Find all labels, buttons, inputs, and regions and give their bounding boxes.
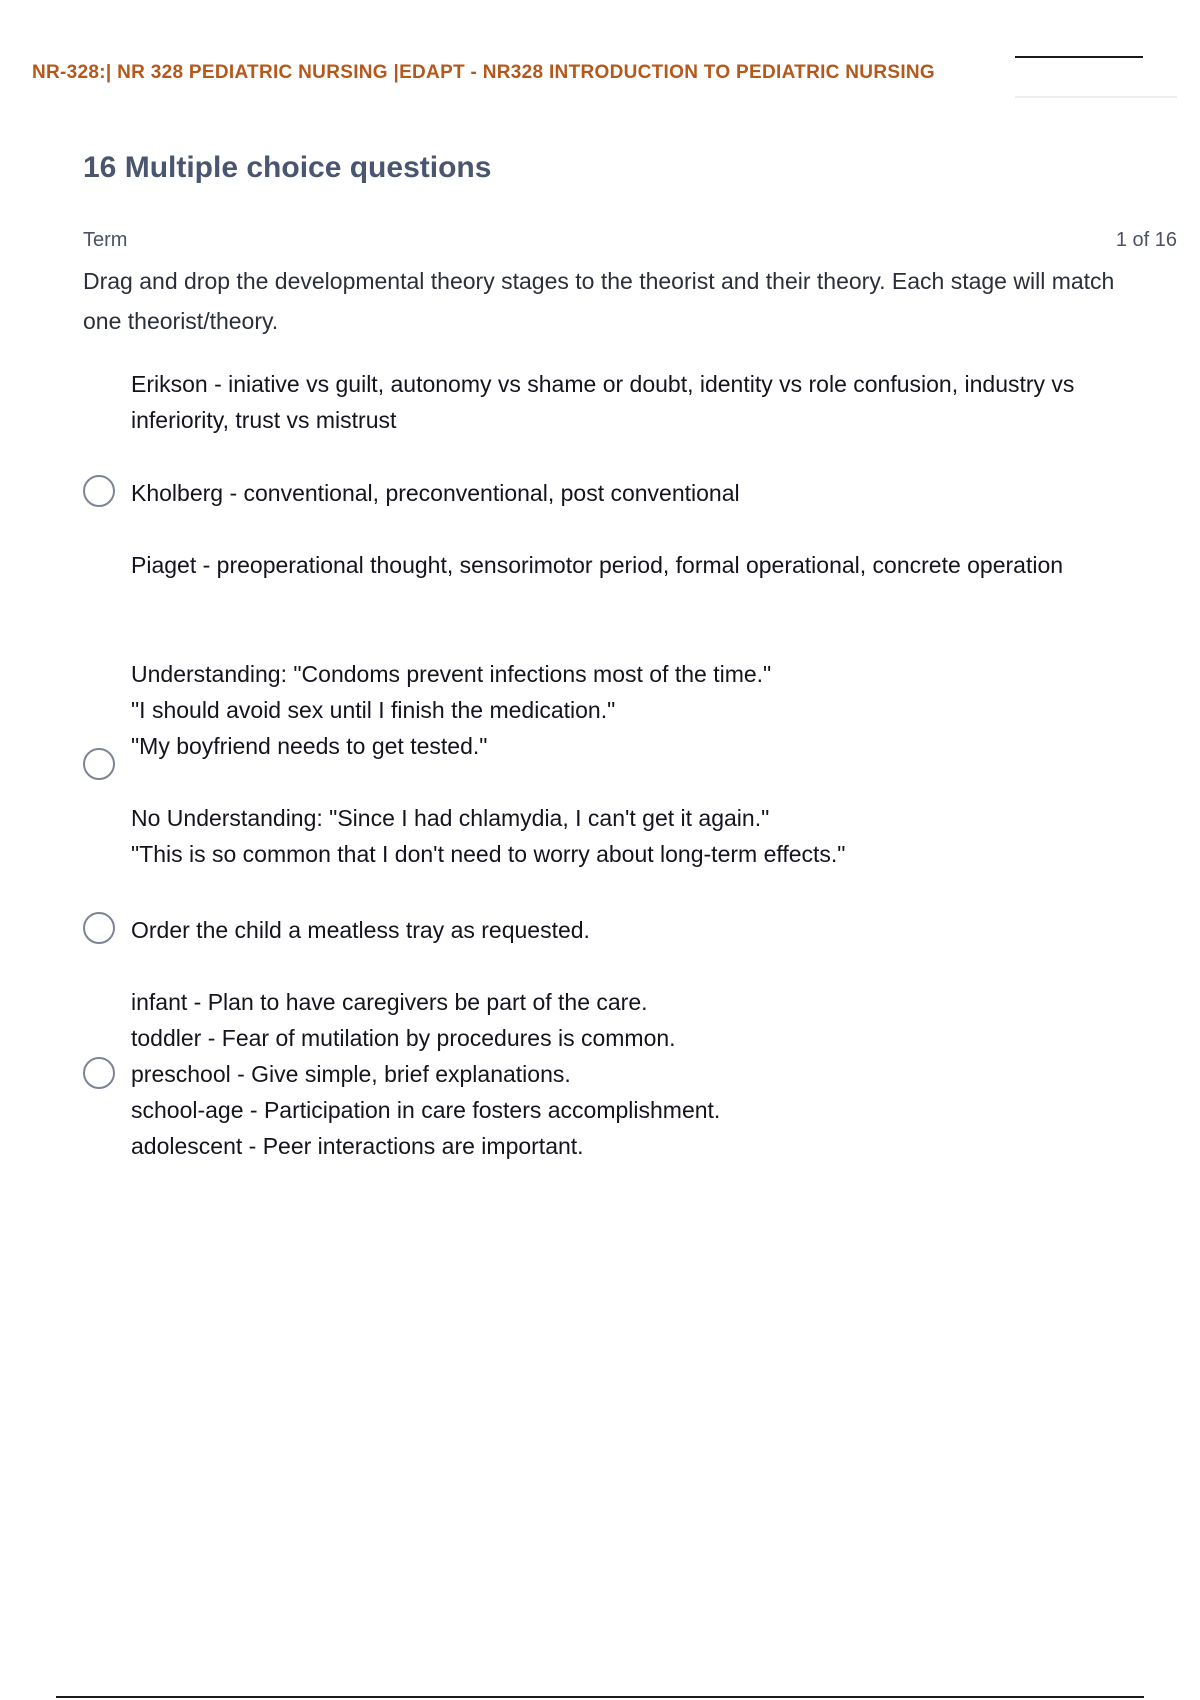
radio-option-understanding[interactable] <box>83 748 115 780</box>
header-rule-faint <box>1015 96 1177 98</box>
quiz-title: 16 Multiple choice questions <box>83 151 492 184</box>
question-text: Drag and drop the developmental theory stages to the theorist and their theory. Each stage will match one theorist/theory. <box>83 268 1115 334</box>
answer-option-erikson[interactable] <box>131 366 1171 438</box>
term-label: Term <box>83 229 128 251</box>
option-text: Piaget - preoperational thought, sensorimotor period, formal operational, concrete operation <box>131 552 1064 578</box>
answer-option-kholberg[interactable] <box>131 475 1171 511</box>
footer-rule <box>56 1696 1144 1698</box>
radio-option-age-groups[interactable] <box>83 1057 115 1089</box>
course-header: NR-328:| NR 328 PEDIATRIC NURSING |EDAPT - NR328 INTRODUCTION TO PEDIATRIC NURSING <box>32 62 935 83</box>
radio-option-meatless-tray[interactable] <box>83 912 115 944</box>
option-line: Understanding: "Condoms prevent infections most of the time." <box>131 661 772 687</box>
option-text: Order the child a meatless tray as requested. <box>131 917 590 943</box>
answer-option-age-groups[interactable] <box>131 984 1171 1164</box>
option-line: school-age - Participation in care fosters accomplishment. <box>131 1097 721 1123</box>
answer-option-understanding[interactable] <box>131 656 1171 872</box>
option-line: toddler - Fear of mutilation by procedures is common. <box>131 1025 676 1051</box>
option-line: No Understanding: "Since I had chlamydia, I can't get it again." <box>131 805 770 831</box>
header-rule-top <box>1015 56 1143 58</box>
option-line: "This is so common that I don't need to worry about long-term effects." <box>131 841 846 867</box>
option-line-spacer <box>131 764 1171 800</box>
option-line: adolescent - Peer interactions are important. <box>131 1133 584 1159</box>
option-line: preschool - Give simple, brief explanations. <box>131 1061 571 1087</box>
option-text: Erikson - iniative vs guilt, autonomy vs shame or doubt, identity vs role confusion, industry vs inferiority, trust vs mistrust <box>131 371 1075 433</box>
option-line: "My boyfriend needs to get tested." <box>131 733 488 759</box>
option-text: Kholberg - conventional, preconventional, post conventional <box>131 480 740 506</box>
answer-option-meatless-tray[interactable] <box>131 912 1171 948</box>
radio-option-kholberg[interactable] <box>83 475 115 507</box>
option-line: infant - Plan to have caregivers be part of the care. <box>131 989 648 1015</box>
answer-option-piaget[interactable] <box>131 547 1171 583</box>
option-line: "I should avoid sex until I finish the medication." <box>131 697 616 723</box>
question-counter: 1 of 16 <box>1115 229 1177 251</box>
